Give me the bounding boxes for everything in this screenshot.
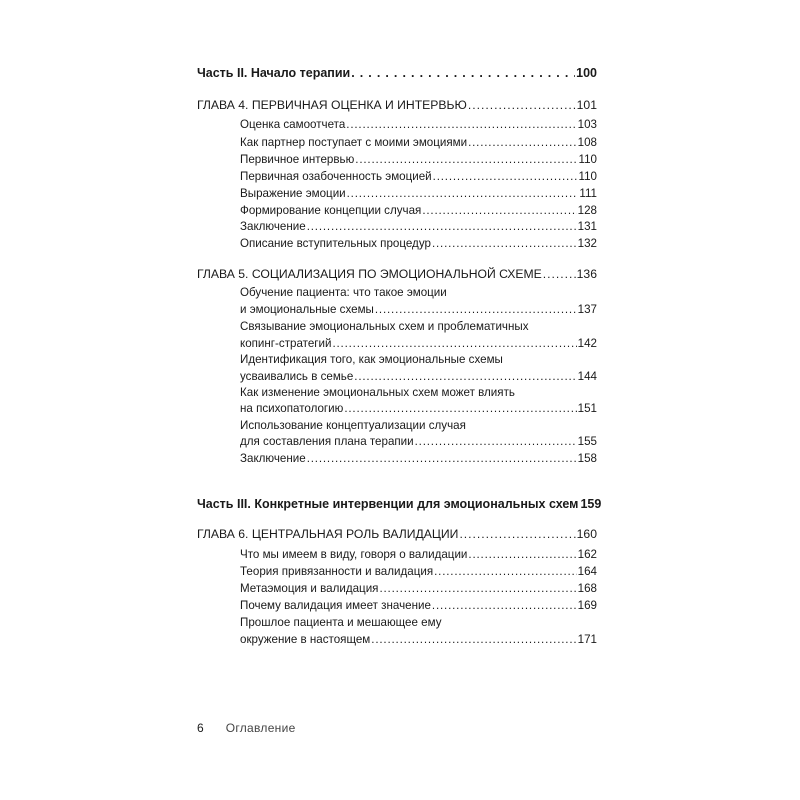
toc-section-entry <box>197 401 597 416</box>
page-number: 128 <box>577 204 597 217</box>
toc-section-entry <box>197 219 597 234</box>
toc-section-entry <box>197 547 597 562</box>
section-title-line: Обучение пациента: что такое эмоции <box>240 286 447 299</box>
section-title: Теория привязанности и валидация <box>240 565 434 578</box>
toc-section-entry <box>197 434 597 449</box>
section-title: Первичная озабоченность эмоцией <box>240 170 432 183</box>
section-title: Формирование концепции случая <box>240 204 422 217</box>
dot-leader <box>415 434 577 449</box>
dot-leader <box>543 267 576 282</box>
section-title: Первичное интервью <box>240 153 355 166</box>
dot-leader <box>354 369 576 384</box>
dot-leader <box>468 98 576 113</box>
toc-section-entry <box>197 581 597 596</box>
toc-section-entry <box>197 152 597 167</box>
toc-section-entry <box>197 632 597 647</box>
page-number: 110 <box>578 170 597 183</box>
toc-section-entry <box>197 117 597 132</box>
section-title: усваивались в семье <box>240 370 354 383</box>
page-number: 168 <box>577 582 597 595</box>
page-number: 101 <box>576 98 597 112</box>
toc-chapter-entry <box>197 98 597 113</box>
dot-leader <box>432 236 577 251</box>
dot-leader <box>432 598 577 613</box>
dot-leader <box>307 219 577 234</box>
page-number: 137 <box>577 303 597 316</box>
toc-section-entry <box>197 369 597 384</box>
page-number: 136 <box>576 267 597 281</box>
page-footer <box>197 721 296 735</box>
toc-section-entry <box>197 336 597 351</box>
section-title-line: Прошлое пациента и мешающее ему <box>240 616 442 629</box>
page-number: 108 <box>577 136 597 149</box>
page-number: 162 <box>577 548 597 561</box>
section-title: копинг-стратегий <box>240 337 332 350</box>
page-number: 151 <box>577 402 597 415</box>
page-number: 159 <box>580 497 602 511</box>
page-number: 131 <box>577 220 597 233</box>
dot-leader <box>468 135 577 150</box>
section-title: Оценка самоотчета <box>240 118 346 131</box>
dot-leader <box>371 632 576 647</box>
section-title: Выражение эмоции <box>240 187 346 200</box>
page-number: 169 <box>577 599 597 612</box>
section-title: Метаэмоция и валидация <box>240 582 379 595</box>
toc-section-entry <box>197 169 597 184</box>
toc-section-entry <box>197 451 597 466</box>
toc-section-entry <box>197 302 597 317</box>
toc-section-entry <box>197 236 597 251</box>
toc-chapter-entry <box>197 267 597 282</box>
page-number: 158 <box>577 452 597 465</box>
section-title: Как партнер поступает с моими эмоциями <box>240 136 468 149</box>
running-footer-label: Оглавление <box>225 721 296 735</box>
toc-chapter-entry <box>197 527 597 542</box>
page-number: 164 <box>577 565 597 578</box>
folio-number: 6 <box>197 721 204 735</box>
section-title: Заключение <box>240 452 306 465</box>
toc-section-entry <box>197 203 597 218</box>
section-title: Почему валидация имеет значение <box>240 599 431 612</box>
dot-leader <box>346 117 576 132</box>
toc-section-entry <box>197 564 597 579</box>
dot-leader <box>422 203 576 218</box>
page-number: 132 <box>577 237 597 250</box>
page-number: 142 <box>577 337 597 350</box>
section-title: окружение в настоящем <box>240 633 371 646</box>
dot-leader <box>351 66 575 81</box>
toc-part-entry <box>197 66 597 81</box>
page-number: 160 <box>576 527 597 541</box>
page-number: 103 <box>577 118 597 131</box>
dot-leader <box>347 186 579 201</box>
dot-leader <box>434 564 577 579</box>
page-number: 155 <box>577 435 597 448</box>
toc-section-entry <box>197 186 597 201</box>
dot-leader <box>433 169 578 184</box>
chapter-title: ГЛАВА 6. ЦЕНТРАЛЬНАЯ РОЛЬ ВАЛИДАЦИИ <box>197 527 459 541</box>
section-title: для составления плана терапии <box>240 435 414 448</box>
section-title: Описание вступительных процедур <box>240 237 431 250</box>
toc-section-entry <box>197 135 597 150</box>
page-number: 111 <box>579 187 597 200</box>
chapter-title: ГЛАВА 5. СОЦИАЛИЗАЦИЯ ПО ЭМОЦИОНАЛЬНОЙ СХЕМЕ <box>197 267 542 281</box>
dot-leader <box>344 401 576 416</box>
section-title-line: Связывание эмоциональных схем и проблематичных <box>240 320 529 333</box>
dot-leader <box>375 302 577 317</box>
section-title: и эмоциональные схемы <box>240 303 374 316</box>
part-title: Часть III. Конкретные интервенции для эмоциональных схем <box>197 497 579 511</box>
section-title-line: Использование концептуализации случая <box>240 419 466 432</box>
section-title-line: Идентификация того, как эмоциональные схемы <box>240 353 503 366</box>
page-number: 144 <box>577 370 597 383</box>
toc-part-entry <box>197 497 602 512</box>
dot-leader <box>355 152 577 167</box>
dot-leader <box>459 527 575 542</box>
toc-section-entry <box>197 598 597 613</box>
page-number: 171 <box>577 633 597 646</box>
section-title: Что мы имеем в виду, говоря о валидации <box>240 548 468 561</box>
page-number: 110 <box>578 153 597 166</box>
dot-leader <box>379 581 576 596</box>
section-title-line: Как изменение эмоциональных схем может влиять <box>240 386 515 399</box>
chapter-title: ГЛАВА 4. ПЕРВИЧНАЯ ОЦЕНКА И ИНТЕРВЬЮ <box>197 98 467 112</box>
page-number: 100 <box>576 66 597 80</box>
dot-leader <box>332 336 576 351</box>
section-title: на психопатологию <box>240 402 344 415</box>
section-title: Заключение <box>240 220 306 233</box>
part-title: Часть II. Начало терапии <box>197 66 351 80</box>
dot-leader <box>468 547 576 562</box>
dot-leader <box>307 451 577 466</box>
